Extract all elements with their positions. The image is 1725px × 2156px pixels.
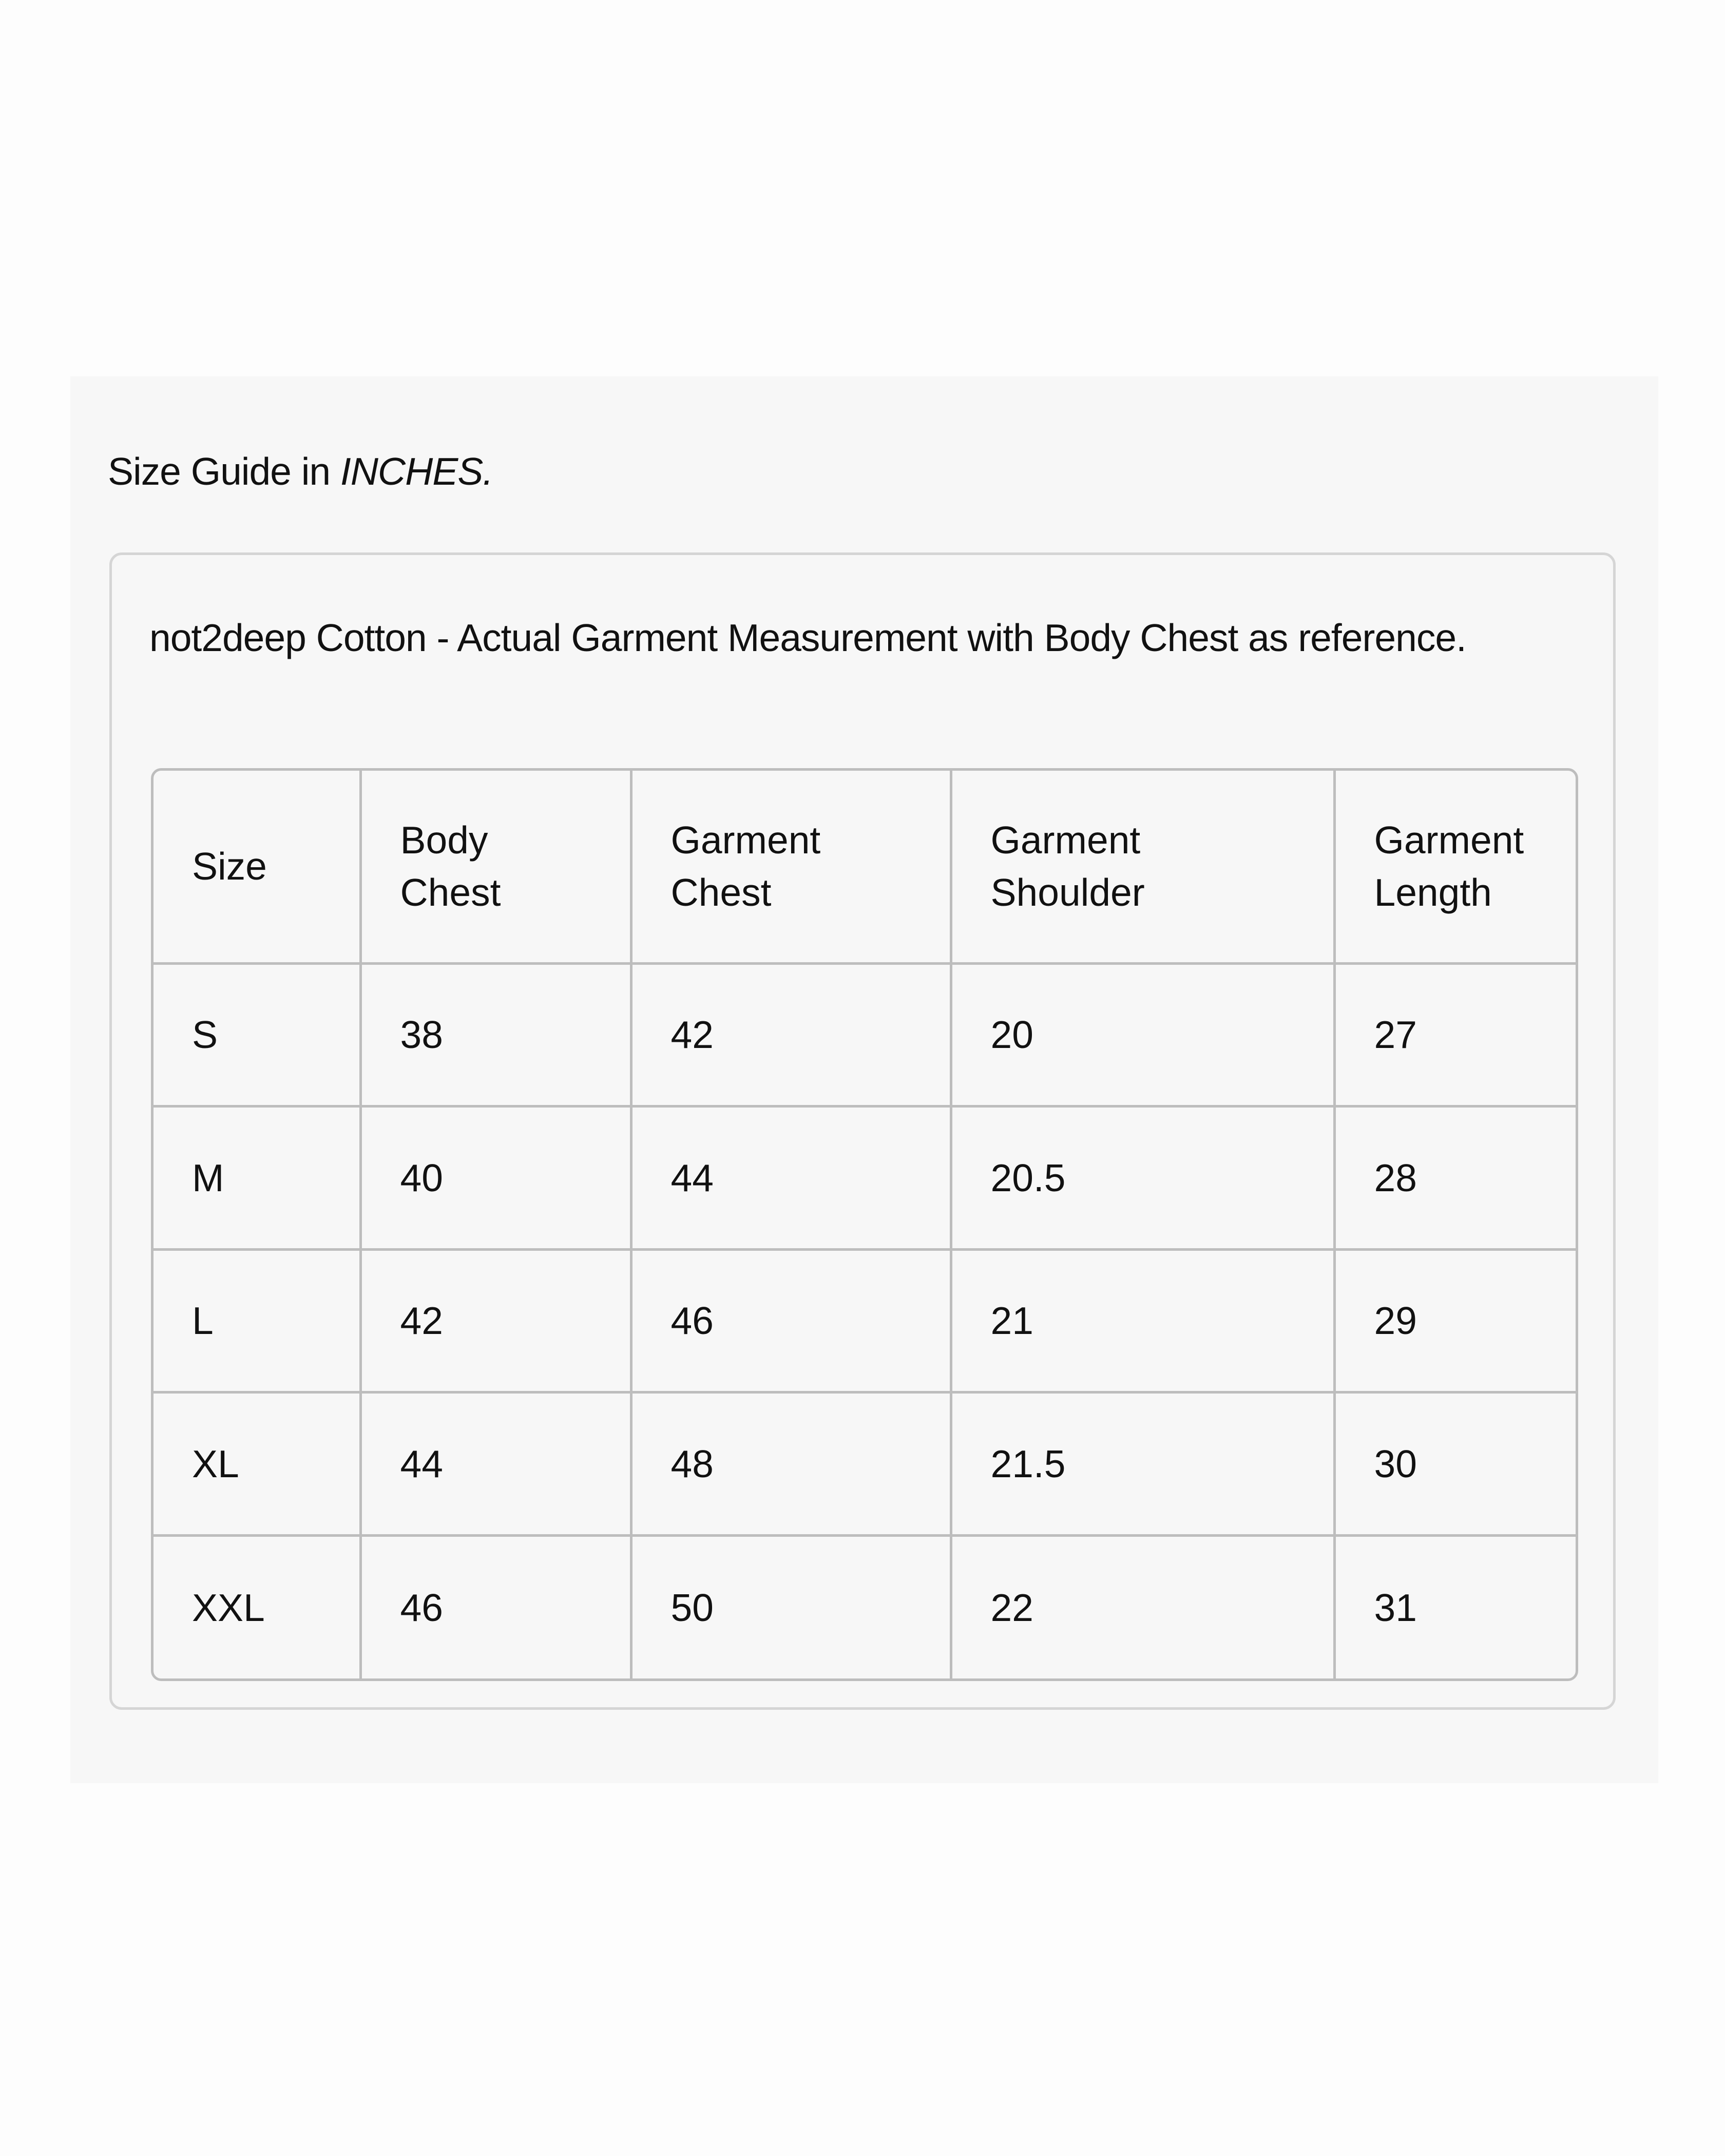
- measurement-card: [109, 552, 1616, 1710]
- table-header-row: [154, 771, 1576, 963]
- cell-garment-chest: 44: [631, 1106, 951, 1250]
- cell-size: L: [154, 1249, 360, 1392]
- table-row: [154, 1392, 1576, 1536]
- cell-body-chest: 42: [360, 1249, 631, 1392]
- header-garment-shoulder: Garment Shoulder: [951, 771, 1334, 963]
- cell-garment-length: 28: [1334, 1106, 1576, 1250]
- table-row: [154, 1106, 1576, 1250]
- size-guide-title-prefix: Size Guide in: [108, 450, 340, 493]
- size-table: [154, 771, 1576, 1678]
- cell-body-chest: 40: [360, 1106, 631, 1250]
- cell-garment-chest: 48: [631, 1392, 951, 1536]
- cell-garment-shoulder: 21: [951, 1249, 1334, 1392]
- measurement-card-title: not2deep Cotton - Actual Garment Measurement with Body Chest as reference.: [149, 616, 1466, 659]
- cell-size: XXL: [154, 1535, 360, 1678]
- header-body-chest: Body Chest: [360, 771, 631, 963]
- cell-size: XL: [154, 1392, 360, 1536]
- cell-garment-length: 27: [1334, 963, 1576, 1106]
- cell-garment-length: 30: [1334, 1392, 1576, 1536]
- cell-garment-length: 31: [1334, 1535, 1576, 1678]
- cell-garment-shoulder: 20.5: [951, 1106, 1334, 1250]
- size-guide-title: [108, 446, 493, 497]
- cell-garment-shoulder: 21.5: [951, 1392, 1334, 1536]
- cell-body-chest: 46: [360, 1535, 631, 1678]
- cell-garment-chest: 42: [631, 963, 951, 1106]
- size-guide-panel: [70, 376, 1658, 1783]
- header-garment-chest: Garment Chest: [631, 771, 951, 963]
- size-guide-unit: INCHES.: [340, 450, 493, 493]
- cell-body-chest: 38: [360, 963, 631, 1106]
- header-size: Size: [154, 771, 360, 963]
- size-table-container: [151, 768, 1578, 1681]
- cell-size: M: [154, 1106, 360, 1250]
- table-row: [154, 1535, 1576, 1678]
- cell-garment-shoulder: 20: [951, 963, 1334, 1106]
- cell-garment-chest: 46: [631, 1249, 951, 1392]
- table-row: [154, 1249, 1576, 1392]
- cell-garment-length: 29: [1334, 1249, 1576, 1392]
- table-row: [154, 963, 1576, 1106]
- cell-garment-chest: 50: [631, 1535, 951, 1678]
- header-garment-length: Garment Length: [1334, 771, 1576, 963]
- cell-size: S: [154, 963, 360, 1106]
- cell-garment-shoulder: 22: [951, 1535, 1334, 1678]
- cell-body-chest: 44: [360, 1392, 631, 1536]
